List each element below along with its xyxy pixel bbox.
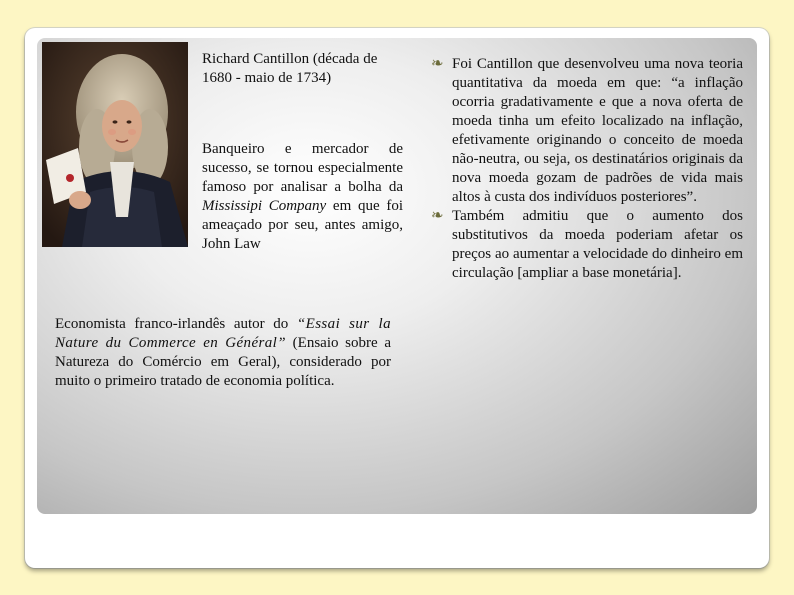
bio-prefix: Banqueiro e mercador de sucesso, se tornou especialmente famoso por analisar a bolha da	[202, 141, 403, 195]
essay-title: “Essai sur la Nature du Commerce en Général”	[55, 316, 392, 351]
theory-bullet-list	[431, 55, 743, 283]
leaf-bullet-icon: ❧	[431, 208, 444, 224]
list-item	[431, 207, 743, 283]
economist-paragraph	[55, 315, 391, 391]
list-item	[431, 55, 743, 207]
cantillon-portrait	[42, 42, 188, 247]
econ-suffix: (Ensaio sobre a Natureza do Comércio em Geral), considerado por muito o primeiro tratado de economia política.	[55, 335, 392, 389]
list-item-text: Também admitiu que o aumento dos substitutivos da moeda poderiam afetar os preços ao aumentar a velocidade do dinheiro em circulação [ampliar a base monetária].	[452, 208, 743, 281]
biography-paragraph	[202, 140, 403, 254]
leaf-bullet-icon: ❧	[431, 56, 444, 72]
econ-prefix: Economista franco-irlandês autor do	[55, 316, 297, 332]
portrait-name-caption: Richard Cantillon (década de 1680 - maio de 1734)	[202, 51, 378, 86]
bio-suffix: em que foi ameaçado por seu, antes amigo, John Law	[202, 198, 403, 252]
list-item-text: Foi Cantillon que desenvolveu uma nova teoria quantitativa da moeda em que: “a inflação ocorria gradativamente e que a nova oferta de moeda tinha um efeito localizado na inflação, efetivamente originando o conceito de moeda não-neutra, ou seja, os destinatários originais da nova moeda gozam de padrões de vida mais altos à custa dos indivíduos posteriores”.	[452, 56, 743, 205]
bio-company: Mississipi Company	[202, 198, 327, 214]
